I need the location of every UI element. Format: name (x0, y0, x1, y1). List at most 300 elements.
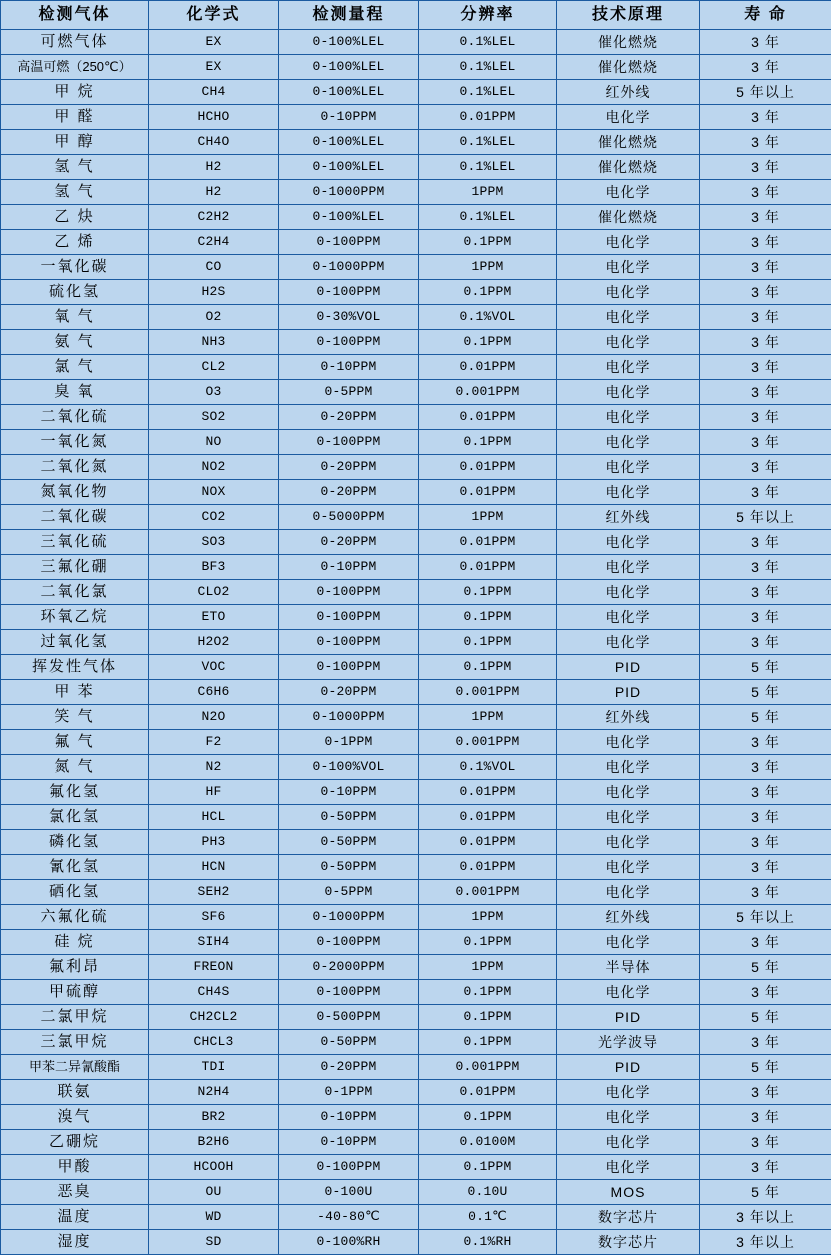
cell-chemical-formula: HCHO (149, 105, 279, 130)
cell-detection-range: 0-20PPM (279, 530, 419, 555)
cell-resolution: 0.001PPM (419, 1055, 557, 1080)
cell-resolution: 0.01PPM (419, 830, 557, 855)
cell-chemical-formula: NO2 (149, 455, 279, 480)
cell-technology: 电化学 (557, 780, 700, 805)
column-header-chemical-formula: 化学式 (149, 1, 279, 30)
cell-technology: 电化学 (557, 530, 700, 555)
cell-gas-name: 氰化氢 (1, 855, 149, 880)
cell-technology: 电化学 (557, 280, 700, 305)
cell-lifetime: 5 年 (700, 1180, 831, 1205)
cell-resolution: 0.1PPM (419, 655, 557, 680)
cell-gas-name: 温度 (1, 1205, 149, 1230)
cell-detection-range: 0-20PPM (279, 455, 419, 480)
cell-chemical-formula: C2H4 (149, 230, 279, 255)
cell-resolution: 0.01PPM (419, 405, 557, 430)
cell-chemical-formula: CH4O (149, 130, 279, 155)
table-row (1, 330, 831, 355)
cell-resolution: 0.1%RH (419, 1230, 557, 1255)
table-row (1, 1155, 831, 1180)
cell-detection-range: 0-100PPM (279, 655, 419, 680)
cell-gas-name: 溴气 (1, 1105, 149, 1130)
cell-chemical-formula: CLO2 (149, 580, 279, 605)
cell-technology: 电化学 (557, 180, 700, 205)
cell-technology: 红外线 (557, 905, 700, 930)
cell-technology: 红外线 (557, 505, 700, 530)
table-row (1, 1030, 831, 1055)
table-row (1, 580, 831, 605)
cell-gas-name: 甲苯二异氰酸酯 (1, 1055, 149, 1080)
cell-detection-range: 0-500PPM (279, 1005, 419, 1030)
cell-detection-range: 0-2000PPM (279, 955, 419, 980)
cell-chemical-formula: SD (149, 1230, 279, 1255)
cell-lifetime: 3 年 (700, 330, 831, 355)
cell-chemical-formula: PH3 (149, 830, 279, 855)
cell-gas-name: 乙 炔 (1, 205, 149, 230)
table-row (1, 230, 831, 255)
cell-resolution: 1PPM (419, 180, 557, 205)
cell-technology: 电化学 (557, 580, 700, 605)
cell-detection-range: 0-10PPM (279, 355, 419, 380)
table-row (1, 305, 831, 330)
cell-lifetime: 3 年 (700, 555, 831, 580)
cell-gas-name: 二氧化碳 (1, 505, 149, 530)
cell-chemical-formula: CL2 (149, 355, 279, 380)
cell-chemical-formula: C6H6 (149, 680, 279, 705)
cell-lifetime: 3 年 (700, 880, 831, 905)
cell-resolution: 0.1%VOL (419, 755, 557, 780)
cell-technology: PID (557, 655, 700, 680)
cell-resolution: 0.1PPM (419, 930, 557, 955)
cell-lifetime: 3 年 (700, 255, 831, 280)
cell-technology: 电化学 (557, 730, 700, 755)
cell-detection-range: 0-50PPM (279, 855, 419, 880)
cell-chemical-formula: O2 (149, 305, 279, 330)
table-row (1, 530, 831, 555)
cell-lifetime: 5 年 (700, 680, 831, 705)
cell-lifetime: 3 年 (700, 55, 831, 80)
cell-lifetime: 3 年 (700, 305, 831, 330)
cell-detection-range: 0-10PPM (279, 1105, 419, 1130)
cell-lifetime: 3 年 (700, 405, 831, 430)
table-row (1, 80, 831, 105)
cell-lifetime: 3 年 (700, 1130, 831, 1155)
cell-lifetime: 5 年 (700, 655, 831, 680)
cell-chemical-formula: O3 (149, 380, 279, 405)
table-row (1, 730, 831, 755)
cell-technology: MOS (557, 1180, 700, 1205)
table-row (1, 280, 831, 305)
cell-detection-range: 0-1000PPM (279, 705, 419, 730)
cell-chemical-formula: NO (149, 430, 279, 455)
cell-lifetime: 3 年 (700, 530, 831, 555)
cell-gas-name: 甲 醛 (1, 105, 149, 130)
cell-gas-name: 氟 气 (1, 730, 149, 755)
cell-resolution: 0.1%LEL (419, 155, 557, 180)
cell-resolution: 0.01PPM (419, 855, 557, 880)
cell-technology: 电化学 (557, 855, 700, 880)
cell-gas-name: 氟化氢 (1, 780, 149, 805)
cell-lifetime: 3 年 (700, 1030, 831, 1055)
cell-technology: 电化学 (557, 630, 700, 655)
cell-chemical-formula: H2S (149, 280, 279, 305)
cell-chemical-formula: HCL (149, 805, 279, 830)
cell-gas-name: 硒化氢 (1, 880, 149, 905)
cell-chemical-formula: CH4S (149, 980, 279, 1005)
cell-gas-name: 一氧化碳 (1, 255, 149, 280)
cell-detection-range: 0-50PPM (279, 805, 419, 830)
table-row (1, 1005, 831, 1030)
table-row (1, 255, 831, 280)
cell-resolution: 0.1%LEL (419, 205, 557, 230)
cell-chemical-formula: N2O (149, 705, 279, 730)
cell-resolution: 0.1PPM (419, 1155, 557, 1180)
cell-chemical-formula: H2O2 (149, 630, 279, 655)
cell-lifetime: 5 年 (700, 1005, 831, 1030)
table-row (1, 480, 831, 505)
cell-resolution: 0.1%LEL (419, 30, 557, 55)
cell-resolution: 0.1%LEL (419, 55, 557, 80)
cell-technology: 电化学 (557, 605, 700, 630)
table-row (1, 1180, 831, 1205)
cell-technology: 电化学 (557, 255, 700, 280)
cell-gas-name: 三氟化硼 (1, 555, 149, 580)
cell-lifetime: 3 年 (700, 730, 831, 755)
cell-technology: 催化燃烧 (557, 155, 700, 180)
cell-chemical-formula: CH4 (149, 80, 279, 105)
cell-gas-name: 氮 气 (1, 755, 149, 780)
cell-detection-range: 0-20PPM (279, 480, 419, 505)
cell-lifetime: 3 年以上 (700, 1205, 831, 1230)
cell-technology: 催化燃烧 (557, 55, 700, 80)
cell-gas-name: 甲 烷 (1, 80, 149, 105)
cell-chemical-formula: CH2CL2 (149, 1005, 279, 1030)
cell-resolution: 0.001PPM (419, 380, 557, 405)
cell-gas-name: 氯化氢 (1, 805, 149, 830)
table-row (1, 830, 831, 855)
table-row (1, 955, 831, 980)
cell-detection-range: 0-5PPM (279, 380, 419, 405)
cell-chemical-formula: BR2 (149, 1105, 279, 1130)
table-row (1, 380, 831, 405)
cell-gas-name: 二氧化氮 (1, 455, 149, 480)
cell-technology: 催化燃烧 (557, 30, 700, 55)
table-row (1, 755, 831, 780)
cell-technology: 数字芯片 (557, 1230, 700, 1255)
cell-gas-name: 三氧化硫 (1, 530, 149, 555)
cell-technology: 红外线 (557, 705, 700, 730)
cell-detection-range: -40-80℃ (279, 1205, 419, 1230)
cell-lifetime: 3 年 (700, 205, 831, 230)
cell-gas-name: 恶臭 (1, 1180, 149, 1205)
cell-gas-name: 氢 气 (1, 155, 149, 180)
cell-resolution: 1PPM (419, 955, 557, 980)
table-row (1, 980, 831, 1005)
cell-technology: PID (557, 1055, 700, 1080)
cell-detection-range: 0-100PPM (279, 980, 419, 1005)
cell-chemical-formula: SIH4 (149, 930, 279, 955)
table-row (1, 1105, 831, 1130)
cell-lifetime: 3 年 (700, 280, 831, 305)
table-row (1, 780, 831, 805)
cell-gas-name: 一氧化氮 (1, 430, 149, 455)
cell-lifetime: 5 年 (700, 955, 831, 980)
cell-detection-range: 0-100PPM (279, 1155, 419, 1180)
table-row (1, 705, 831, 730)
cell-lifetime: 3 年 (700, 1080, 831, 1105)
cell-chemical-formula: NOX (149, 480, 279, 505)
cell-technology: 电化学 (557, 230, 700, 255)
cell-lifetime: 3 年 (700, 180, 831, 205)
cell-chemical-formula: N2H4 (149, 1080, 279, 1105)
table-row (1, 155, 831, 180)
cell-resolution: 0.1%LEL (419, 80, 557, 105)
table-row (1, 655, 831, 680)
cell-technology: 光学波导 (557, 1030, 700, 1055)
cell-resolution: 0.1PPM (419, 1005, 557, 1030)
cell-lifetime: 3 年 (700, 355, 831, 380)
cell-chemical-formula: FREON (149, 955, 279, 980)
cell-gas-name: 乙硼烷 (1, 1130, 149, 1155)
table-row (1, 1080, 831, 1105)
cell-lifetime: 3 年 (700, 455, 831, 480)
cell-resolution: 0.1%LEL (419, 130, 557, 155)
cell-lifetime: 3 年 (700, 980, 831, 1005)
cell-detection-range: 0-30%VOL (279, 305, 419, 330)
cell-technology: 电化学 (557, 1155, 700, 1180)
cell-gas-name: 联氨 (1, 1080, 149, 1105)
cell-chemical-formula: HF (149, 780, 279, 805)
cell-resolution: 1PPM (419, 905, 557, 930)
cell-technology: 电化学 (557, 755, 700, 780)
cell-detection-range: 0-100U (279, 1180, 419, 1205)
cell-resolution: 0.01PPM (419, 105, 557, 130)
cell-detection-range: 0-20PPM (279, 1055, 419, 1080)
cell-lifetime: 5 年 (700, 1055, 831, 1080)
cell-resolution: 0.01PPM (419, 455, 557, 480)
cell-detection-range: 0-100%RH (279, 1230, 419, 1255)
cell-gas-name: 过氧化氢 (1, 630, 149, 655)
cell-resolution: 0.1PPM (419, 980, 557, 1005)
cell-lifetime: 3 年 (700, 1155, 831, 1180)
cell-chemical-formula: EX (149, 55, 279, 80)
cell-resolution: 0.1%VOL (419, 305, 557, 330)
cell-resolution: 0.1PPM (419, 1030, 557, 1055)
cell-chemical-formula: BF3 (149, 555, 279, 580)
table-row (1, 1230, 831, 1255)
table-row (1, 1055, 831, 1080)
cell-technology: PID (557, 1005, 700, 1030)
cell-chemical-formula: CHCL3 (149, 1030, 279, 1055)
cell-detection-range: 0-50PPM (279, 830, 419, 855)
cell-chemical-formula: SO3 (149, 530, 279, 555)
cell-technology: 电化学 (557, 830, 700, 855)
cell-gas-name: 氧 气 (1, 305, 149, 330)
cell-chemical-formula: N2 (149, 755, 279, 780)
cell-resolution: 0.01PPM (419, 530, 557, 555)
cell-gas-name: 环氧乙烷 (1, 605, 149, 630)
column-header-lifetime: 寿 命 (700, 1, 831, 30)
table-row (1, 430, 831, 455)
cell-detection-range: 0-1000PPM (279, 180, 419, 205)
cell-lifetime: 3 年 (700, 130, 831, 155)
cell-resolution: 0.1PPM (419, 1105, 557, 1130)
table-row (1, 930, 831, 955)
cell-detection-range: 0-5PPM (279, 880, 419, 905)
cell-detection-range: 0-100%LEL (279, 30, 419, 55)
cell-resolution: 0.1PPM (419, 330, 557, 355)
cell-chemical-formula: C2H2 (149, 205, 279, 230)
cell-technology: 电化学 (557, 355, 700, 380)
cell-lifetime: 5 年以上 (700, 80, 831, 105)
cell-resolution: 0.1PPM (419, 630, 557, 655)
cell-chemical-formula: NH3 (149, 330, 279, 355)
cell-gas-name: 六氟化硫 (1, 905, 149, 930)
cell-detection-range: 0-50PPM (279, 1030, 419, 1055)
cell-lifetime: 3 年 (700, 780, 831, 805)
cell-chemical-formula: SEH2 (149, 880, 279, 905)
cell-technology: 催化燃烧 (557, 130, 700, 155)
cell-gas-name: 氢 气 (1, 180, 149, 205)
cell-lifetime: 3 年 (700, 155, 831, 180)
cell-gas-name: 氮氧化物 (1, 480, 149, 505)
cell-chemical-formula: H2 (149, 155, 279, 180)
cell-resolution: 0.1PPM (419, 430, 557, 455)
cell-lifetime: 3 年 (700, 605, 831, 630)
cell-detection-range: 0-100%LEL (279, 130, 419, 155)
cell-technology: 电化学 (557, 330, 700, 355)
cell-resolution: 0.1PPM (419, 580, 557, 605)
cell-chemical-formula: VOC (149, 655, 279, 680)
cell-resolution: 0.01PPM (419, 555, 557, 580)
table-header-row (1, 1, 831, 30)
cell-gas-name: 甲 醇 (1, 130, 149, 155)
table-row (1, 30, 831, 55)
table-row (1, 505, 831, 530)
cell-lifetime: 3 年 (700, 430, 831, 455)
cell-gas-name: 可燃气体 (1, 30, 149, 55)
cell-chemical-formula: WD (149, 1205, 279, 1230)
table-body (1, 30, 831, 1255)
cell-lifetime: 3 年 (700, 480, 831, 505)
cell-lifetime: 3 年 (700, 580, 831, 605)
cell-chemical-formula: HCOOH (149, 1155, 279, 1180)
table-row (1, 405, 831, 430)
cell-technology: 电化学 (557, 1130, 700, 1155)
column-header-gas-name: 检测气体 (1, 1, 149, 30)
cell-lifetime: 3 年 (700, 380, 831, 405)
cell-lifetime: 3 年 (700, 830, 831, 855)
table-row (1, 605, 831, 630)
table-row (1, 630, 831, 655)
cell-gas-name: 挥发性气体 (1, 655, 149, 680)
cell-gas-name: 三氯甲烷 (1, 1030, 149, 1055)
cell-technology: 电化学 (557, 305, 700, 330)
cell-chemical-formula: ETO (149, 605, 279, 630)
cell-technology: 半导体 (557, 955, 700, 980)
table-row (1, 805, 831, 830)
table-row (1, 1130, 831, 1155)
cell-detection-range: 0-100%LEL (279, 55, 419, 80)
table-row (1, 55, 831, 80)
cell-gas-name: 二氧化氯 (1, 580, 149, 605)
column-header-technology: 技术原理 (557, 1, 700, 30)
cell-chemical-formula: H2 (149, 180, 279, 205)
cell-chemical-formula: CO2 (149, 505, 279, 530)
cell-technology: 电化学 (557, 555, 700, 580)
cell-technology: 电化学 (557, 480, 700, 505)
cell-chemical-formula: SO2 (149, 405, 279, 430)
cell-lifetime: 5 年 (700, 705, 831, 730)
cell-gas-name: 乙 烯 (1, 230, 149, 255)
cell-lifetime: 3 年 (700, 855, 831, 880)
cell-detection-range: 0-1000PPM (279, 905, 419, 930)
cell-lifetime: 5 年以上 (700, 905, 831, 930)
cell-resolution: 0.001PPM (419, 730, 557, 755)
cell-chemical-formula: HCN (149, 855, 279, 880)
cell-detection-range: 0-100PPM (279, 430, 419, 455)
cell-lifetime: 3 年 (700, 30, 831, 55)
table-row (1, 455, 831, 480)
cell-resolution: 1PPM (419, 255, 557, 280)
table-row (1, 855, 831, 880)
cell-detection-range: 0-5000PPM (279, 505, 419, 530)
cell-lifetime: 3 年 (700, 1105, 831, 1130)
cell-gas-name: 磷化氢 (1, 830, 149, 855)
cell-technology: 电化学 (557, 405, 700, 430)
cell-detection-range: 0-10PPM (279, 555, 419, 580)
cell-gas-name: 氨 气 (1, 330, 149, 355)
cell-gas-name: 笑 气 (1, 705, 149, 730)
cell-chemical-formula: TDI (149, 1055, 279, 1080)
table-row (1, 905, 831, 930)
cell-resolution: 0.01PPM (419, 805, 557, 830)
cell-detection-range: 0-10PPM (279, 1130, 419, 1155)
table-row (1, 880, 831, 905)
cell-gas-name: 湿度 (1, 1230, 149, 1255)
cell-resolution: 0.01PPM (419, 355, 557, 380)
cell-resolution: 0.1℃ (419, 1205, 557, 1230)
cell-detection-range: 0-20PPM (279, 680, 419, 705)
cell-gas-name: 氯 气 (1, 355, 149, 380)
cell-gas-name: 臭 氧 (1, 380, 149, 405)
cell-technology: 电化学 (557, 930, 700, 955)
cell-detection-range: 0-100PPM (279, 630, 419, 655)
cell-resolution: 0.01PPM (419, 1080, 557, 1105)
cell-lifetime: 3 年 (700, 105, 831, 130)
cell-gas-name: 氟利昂 (1, 955, 149, 980)
cell-technology: 电化学 (557, 805, 700, 830)
cell-resolution: 0.001PPM (419, 880, 557, 905)
cell-lifetime: 5 年以上 (700, 505, 831, 530)
cell-detection-range: 0-1000PPM (279, 255, 419, 280)
table-row (1, 355, 831, 380)
cell-resolution: 0.01PPM (419, 480, 557, 505)
cell-technology: 电化学 (557, 430, 700, 455)
cell-technology: 数字芯片 (557, 1205, 700, 1230)
cell-technology: PID (557, 680, 700, 705)
cell-technology: 电化学 (557, 455, 700, 480)
cell-technology: 电化学 (557, 1105, 700, 1130)
cell-gas-name: 二氯甲烷 (1, 1005, 149, 1030)
cell-resolution: 0.1PPM (419, 230, 557, 255)
cell-detection-range: 0-100PPM (279, 230, 419, 255)
table-row (1, 130, 831, 155)
cell-technology: 电化学 (557, 980, 700, 1005)
table-header (1, 1, 831, 30)
table-row (1, 1205, 831, 1230)
cell-technology: 电化学 (557, 880, 700, 905)
cell-lifetime: 3 年 (700, 755, 831, 780)
